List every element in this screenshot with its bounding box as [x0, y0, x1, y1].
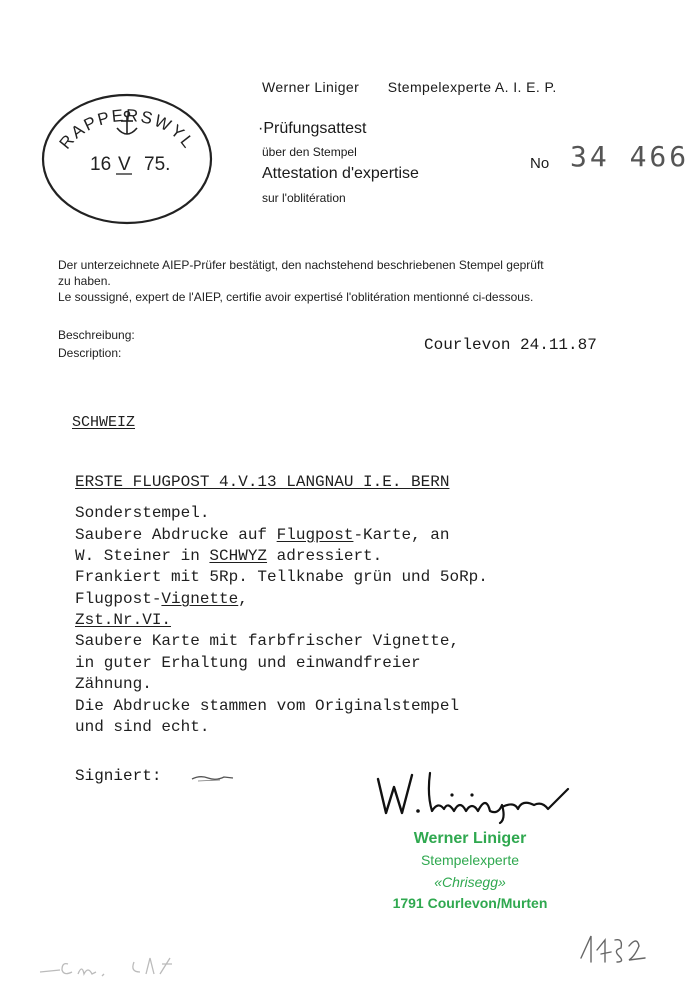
- expert-title: Stempelexperte A. I. E. P.: [387, 79, 557, 95]
- body-line-4: Frankiert mit 5Rp. Tellknabe grün und 5oRp.: [75, 568, 488, 586]
- body-line-10: Die Abdrucke stammen vom Originalstempel: [75, 697, 460, 715]
- small-signature-mark: [190, 772, 235, 784]
- postmark-month: V: [118, 154, 131, 175]
- body-line-3: W. Steiner in SCHWYZ adressiert.: [75, 547, 383, 565]
- expert-name: Werner Liniger: [262, 79, 360, 95]
- stamp-house: «Chrisegg»: [434, 874, 506, 890]
- body-line-5: Flugpost-Vignette,: [75, 590, 248, 608]
- rapperswyl-postmark: [40, 92, 215, 227]
- intro-fr-line: Le soussigné, expert de l'AIEP, certifie avoir expertisé l'oblitération mentionné ci-dessous.: [58, 290, 534, 304]
- intro-de-line2: zu haben.: [58, 274, 111, 288]
- postmark-place: RAPPERSWYL: [55, 105, 199, 153]
- pencil-note-left: [38, 950, 198, 980]
- certificate-number: 34 466: [570, 140, 690, 173]
- subtitle-de: über den Stempel: [262, 145, 357, 159]
- pencil-note-right: [575, 928, 655, 968]
- subtitle-fr: sur l'oblitération: [262, 191, 346, 205]
- body-line-6: Zst.Nr.VI.: [75, 611, 172, 629]
- country: SCHWEIZ: [72, 414, 136, 431]
- headline: ERSTE FLUGPOST 4.V.13 LANGNAU I.E. BERN: [75, 473, 450, 491]
- body-line-11: und sind echt.: [75, 718, 210, 736]
- stamp-expert-name: Werner Liniger: [413, 830, 527, 847]
- title-de: ·Prüfungsattest: [258, 120, 367, 137]
- body-line-7: Saubere Karte mit farbfrischer Vignette,: [75, 632, 460, 650]
- body-line-9: Zähnung.: [75, 675, 152, 693]
- body-line-1: Sonderstempel.: [75, 504, 210, 522]
- label-beschreibung: Beschreibung:: [58, 328, 135, 342]
- intro-de-line1: Der unterzeichnete AIEP-Prüfer bestätigt, den nachstehend beschriebenen Stempel geprüft: [58, 258, 544, 272]
- body-line-2: Saubere Abdrucke auf Flugpost-Karte, an: [75, 526, 450, 544]
- place-date: Courlevon 24.11.87: [424, 336, 597, 354]
- title-fr: Attestation d'expertise: [262, 165, 419, 182]
- body-line-8: in guter Erhaltung und einwandfreier: [75, 654, 421, 672]
- label-description: Description:: [58, 346, 122, 360]
- header-expert-line: [262, 79, 557, 95]
- stamp-expert-title: Stempelexperte: [420, 852, 520, 868]
- postmark-year: 75.: [144, 154, 171, 175]
- signiert-label: Signiert:: [75, 767, 162, 785]
- stamp-address: 1791 Courlevon/Murten: [392, 895, 548, 911]
- number-label: No: [530, 155, 550, 172]
- postmark-day: 16: [90, 154, 112, 175]
- handwritten-signature: [372, 765, 587, 825]
